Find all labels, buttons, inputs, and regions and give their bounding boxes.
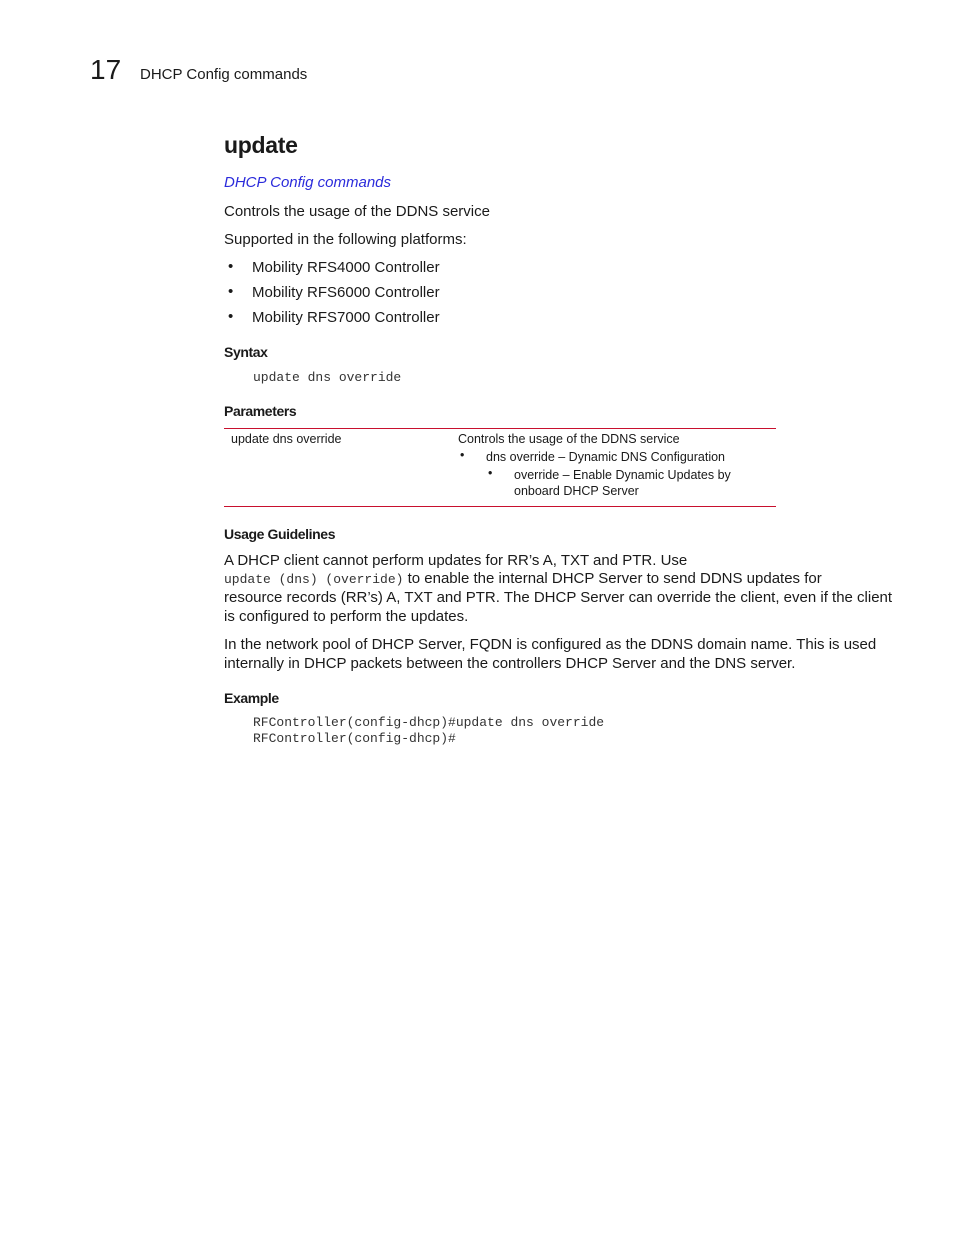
syntax-heading: Syntax bbox=[224, 344, 268, 360]
bullet-icon: • bbox=[460, 448, 465, 462]
usage-p1-line3: resource records (RR’s) A, TXT and PTR. The DHCP Server can override the client, even if the client bbox=[224, 589, 893, 606]
usage-heading: Usage Guidelines bbox=[224, 526, 336, 542]
usage-p1-line4: is configured to perform the updates. bbox=[224, 608, 469, 625]
bullet-icon: • bbox=[228, 283, 234, 300]
breadcrumb-link[interactable]: DHCP Config commands bbox=[224, 174, 391, 191]
param-bullet-1: dns override – Dynamic DNS Configuration bbox=[486, 450, 725, 464]
usage-p2-line1: In the network pool of DHCP Server, FQDN is configured as the DDNS domain name. This is used bbox=[224, 636, 877, 653]
chapter-title: DHCP Config commands bbox=[140, 66, 308, 83]
inline-code: update (dns) (override) bbox=[224, 572, 404, 587]
param-name: update dns override bbox=[231, 432, 342, 446]
usage-p1-line2-text: to enable the internal DHCP Server to send DDNS updates for bbox=[403, 570, 822, 587]
table-bottom-rule bbox=[224, 506, 776, 507]
bullet-icon: • bbox=[228, 258, 234, 275]
chapter-number: 17 bbox=[90, 54, 122, 85]
platform-label: Mobility RFS6000 Controller bbox=[252, 284, 440, 301]
platform-label: Mobility RFS7000 Controller bbox=[252, 309, 440, 326]
platform-label: Mobility RFS4000 Controller bbox=[252, 259, 440, 276]
usage-p1-line1: A DHCP client cannot perform updates for RR’s A, TXT and PTR. Use bbox=[224, 552, 688, 569]
description: Controls the usage of the DDNS service bbox=[224, 203, 490, 220]
example-code-line1: RFController(config-dhcp)#update dns override bbox=[253, 715, 605, 730]
table-top-rule bbox=[224, 428, 776, 429]
usage-p2-line2: internally in DHCP packets between the controllers DHCP Server and the DNS server. bbox=[224, 655, 796, 672]
parameters-heading: Parameters bbox=[224, 403, 297, 419]
param-bullet-2-line2: onboard DHCP Server bbox=[514, 484, 639, 498]
platforms-intro: Supported in the following platforms: bbox=[224, 231, 467, 248]
param-description: Controls the usage of the DDNS service bbox=[458, 432, 680, 446]
page-title: update bbox=[224, 132, 298, 158]
example-code-line2: RFController(config-dhcp)# bbox=[253, 731, 456, 746]
bullet-icon: • bbox=[488, 466, 493, 480]
param-bullet-2-line1: override – Enable Dynamic Updates by bbox=[514, 468, 731, 482]
example-heading: Example bbox=[224, 690, 279, 706]
syntax-code: update dns override bbox=[253, 370, 402, 385]
usage-p1-line2 bbox=[224, 569, 822, 589]
bullet-icon: • bbox=[228, 308, 234, 325]
